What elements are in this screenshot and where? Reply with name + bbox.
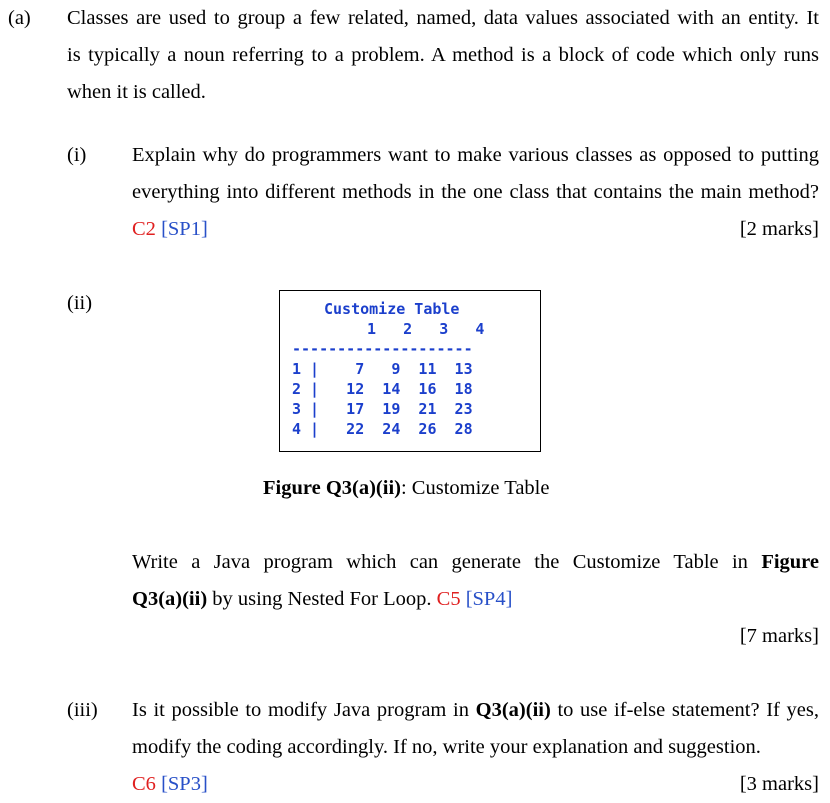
part-iii-line-1-before: Is it possible to modify Java program in	[132, 699, 476, 721]
figure-separator: --------------------	[292, 340, 473, 358]
part-i-outcome-code	[132, 211, 208, 248]
part-iii-line-2: modify the coding accordingly. If no, write your explanation and suggestion.	[132, 736, 761, 758]
customize-table-figure	[279, 290, 541, 452]
part-a-label: (a)	[8, 7, 31, 29]
figure-caption-text: : Customize Table	[400, 477, 550, 499]
part-ii-line-2	[132, 581, 512, 618]
part-ii-clo-code: C5	[436, 588, 461, 610]
part-ii-line-1	[132, 544, 819, 581]
figure-row-4: 4 | 22 24 26 28	[292, 420, 473, 438]
part-iii-line-1	[132, 692, 819, 729]
part-iii-clo-code: C6	[132, 773, 156, 795]
figure-row-1: 1 | 7 9 11 13	[292, 360, 473, 378]
figure-caption	[263, 470, 549, 507]
part-ii-line-1-text: Write a Java program which can generate the Customize Table in	[132, 551, 748, 573]
part-a-line-1: Classes are used to group a few related, named, data values associated with an entity. It	[67, 7, 819, 29]
figure-header-row: 1 2 3 4	[367, 320, 485, 338]
figure-row-2: 2 | 12 14 16 18	[292, 380, 473, 398]
part-ii-line-1-figure: Figure	[761, 551, 820, 573]
part-ii-label: (ii)	[67, 292, 93, 314]
part-i-marks: [2 marks]	[739, 218, 819, 240]
part-ii-line-2-text: by using Nested For Loop.	[207, 588, 437, 610]
part-ii-sp-code: [SP4]	[465, 588, 513, 610]
part-iii-sp-code: [SP3]	[161, 773, 208, 795]
part-iii-marks: [3 marks]	[739, 773, 819, 795]
figure-row-3: 3 | 17 19 21 23	[292, 400, 473, 418]
part-i-clo-code: C2	[132, 218, 156, 240]
part-iii-outcome-code	[132, 766, 208, 803]
part-iii-line-1-ref: Q3(a)(ii)	[475, 699, 551, 721]
part-i-line-2: everything into different methods in the one class that contains the main method?	[132, 181, 819, 203]
part-iii-label: (iii)	[67, 699, 98, 721]
part-ii-marks: [7 marks]	[739, 625, 819, 647]
part-i-label: (i)	[67, 144, 87, 166]
figure-caption-label: Figure Q3(a)(ii)	[263, 477, 401, 499]
figure-title: Customize Table	[324, 300, 460, 318]
part-i-line-1: Explain why do programmers want to make various classes as opposed to putting	[132, 144, 819, 166]
part-i-sp-code: [SP1]	[161, 218, 208, 240]
part-iii-line-1-after: to use if-else statement? If yes,	[550, 699, 819, 721]
part-ii-line-2-ref: Q3(a)(ii)	[132, 588, 208, 610]
part-a-line-2: is typically a noun referring to a problem. A method is a block of code which only runs	[67, 44, 819, 66]
part-a-line-3: when it is called.	[67, 81, 206, 103]
